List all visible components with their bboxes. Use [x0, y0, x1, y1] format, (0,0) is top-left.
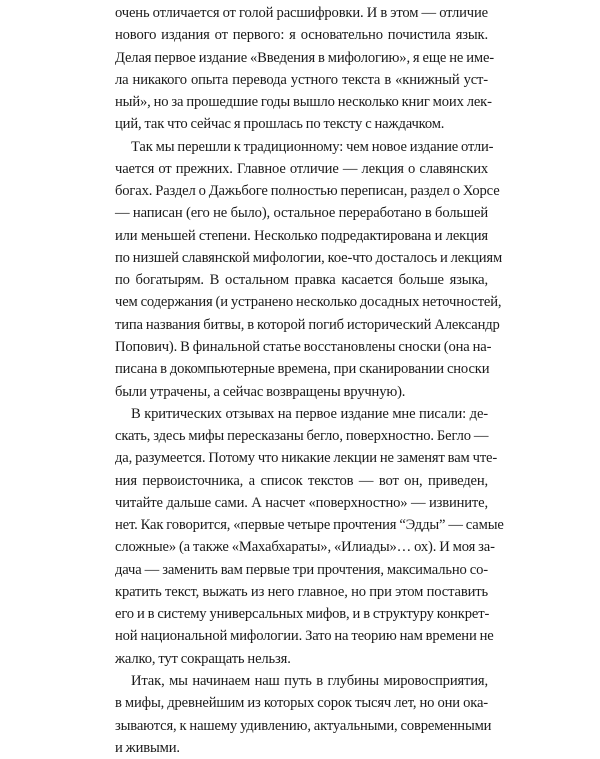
text-line: и живыми.	[115, 739, 180, 756]
text-line: кратить текст, выжать из него главное, но при этом поставить	[115, 583, 488, 600]
text-line: или меньшей степени. Несколько подредактирована и лекция	[115, 227, 488, 244]
text-line: сложные» (а также «Махабхараты», «Илиады»… ох). И моя за-	[115, 539, 495, 556]
text-line: Так мы перешли к традиционному: чем новое издание отли-	[131, 138, 494, 155]
paragraph-3	[115, 403, 504, 670]
paragraph-4	[115, 670, 492, 759]
text-line: скать, здесь мифы пересказаны бегло, поверхностно. Бегло —	[115, 428, 489, 445]
text-line: очень отличается от голой расшифровки. И в этом — отличие	[115, 5, 488, 21]
text-line: Итак, мы начинаем наш путь в глубины мировосприятия,	[131, 672, 488, 689]
text-line: чем содержания (и устранено несколько досадных неточностей,	[115, 294, 502, 311]
text-line: зываются, к нашему удивлению, актуальными, современными	[115, 717, 492, 734]
text-line: в мифы, древнейшим из которых сорок тысяч лет, но они ока-	[115, 695, 488, 712]
text-line: были утрачены, а сейчас возвращены вручную).	[115, 383, 406, 400]
text-line: ный», но за прошедшие годы вышло несколько книг моих лек-	[115, 94, 492, 111]
text-line: жалко, тут сокращать нельзя.	[115, 650, 291, 667]
paragraph-2	[115, 136, 503, 403]
text-line: его и в систему универсальных мифов, и в структуру конкрет-	[115, 606, 490, 623]
text-line: В критических отзывах на первое издание мне писали: де-	[131, 405, 488, 422]
text-line: ния первоисточника, а список текстов — вот он, приведен,	[115, 472, 488, 489]
text-line: Делая первое издание «Введения в мифологию», я еще не име-	[115, 49, 495, 66]
text-line: чается от прежних. Главное отличие — лекция о славянских	[115, 160, 488, 177]
text-line: писана в докомпьютерные времена, при сканировании сноски	[115, 361, 490, 378]
text-line: да, разумеется. Потому что никакие лекции не заменят вам чте-	[115, 450, 498, 467]
text-line: богах. Раздел о Дажьбоге полностью переписан, раздел о Хорсе	[115, 183, 500, 200]
text-line: — написан (его не было), остальное переработано в большей	[115, 205, 488, 222]
text-line: читайте дальше сами. А насчет «поверхностно» — извините,	[115, 494, 488, 511]
paragraph-1	[115, 2, 495, 136]
text-line: по низшей славянской мифологии, кое-что досталось и лекциям	[115, 249, 503, 266]
text-line: типа названия битвы, в которой погиб исторический Александр	[115, 316, 500, 333]
text-line: ной национальной мифологии. Зато на теорию нам времени не	[115, 628, 494, 645]
text-line: нет. Как говорится, «первые четыре прочтения “Эдды” — самые	[115, 517, 504, 534]
text-line: ла никакого опыта перевода устного текста в «книжный уст-	[115, 71, 488, 88]
text-line: Попович). В финальной статье восстановлены сноски (она на-	[115, 338, 492, 355]
text-line: дача — заменить вам первые три прочтения, максимально со-	[115, 561, 488, 578]
body-text	[115, 2, 504, 759]
text-line: по богатырям. В остальном правка касается больше языка,	[115, 272, 488, 289]
text-line: нового издания от первого: я основательно почистила язык.	[115, 27, 488, 44]
text-line: ций, так что сейчас я прошлась по тексту с наждачком.	[115, 116, 445, 133]
